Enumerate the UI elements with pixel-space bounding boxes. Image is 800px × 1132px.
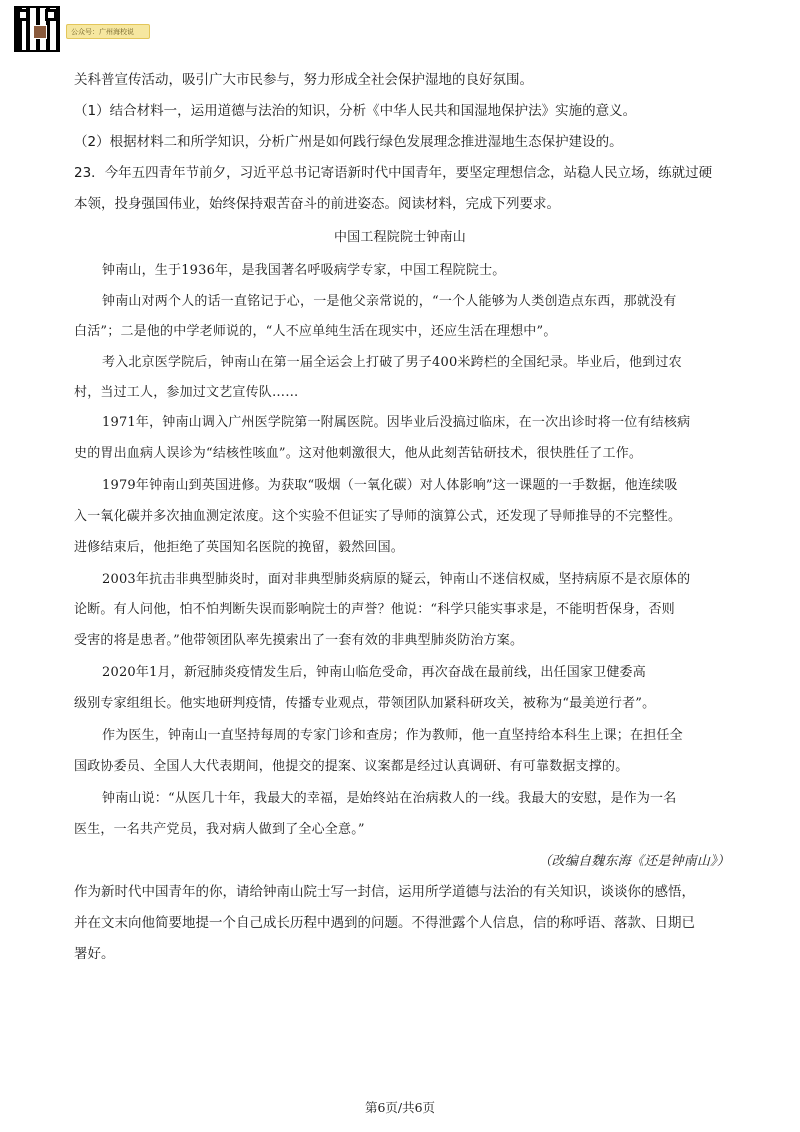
article-line: 1979年钟南山到英国进修。为获取“吸烟（一氧化碳）对人体影响”这一课题的一手数据，他连续吸 bbox=[102, 478, 678, 493]
article-line: 级别专家组组长。他实地研判疫情，传播专业观点，带领团队加紧科研攻关，被称为“最美逆行者”。 bbox=[74, 696, 656, 711]
question-23-line-1: 23．今年五四青年节前夕，习近平总书记寄语新时代中国青年，要坚定理想信念，站稳人民立场，练就过硬 bbox=[74, 165, 713, 181]
article-line: 2020年1月，新冠肺炎疫情发生后，钟南山临危受命，再次奋战在最前线，出任国家卫健委高 bbox=[102, 665, 646, 680]
article-line: 钟南山说：“从医几十年，我最大的幸福，是始终站在治病救人的一线。我最大的安慰，是作为一名 bbox=[102, 791, 677, 806]
task-line-2: 并在文末向他简要地提一个自己成长历程中遇到的问题。不得泄露个人信息，信的称呼语、落款、日期已 bbox=[74, 915, 695, 931]
article-line: 医生，一名共产党员，我对病人做到了全心全意。” bbox=[74, 822, 365, 837]
article-line: 论断。有人问他，怕不怕判断失误而影响院士的声誉？他说：“科学只能实事求是，不能明哲保身，否则 bbox=[74, 602, 675, 617]
article-line: 考入北京医学院后，钟南山在第一届全运会上打破了男子400米跨栏的全国纪录。毕业后，他到过农 bbox=[102, 355, 682, 370]
task-line-3: 署好。 bbox=[74, 946, 115, 962]
article-line: 钟南山对两个人的话一直铭记于心，一是他父亲常说的，“一个人能够为人类创造点东西，那就没有 bbox=[102, 294, 677, 309]
qr-code-icon bbox=[14, 6, 60, 52]
page-number: 第6页/共6页 bbox=[364, 1100, 436, 1115]
article-line: 进修结束后，他拒绝了英国知名医院的挽留，毅然回国。 bbox=[74, 540, 405, 555]
question-1: （1）结合材料一，运用道德与法治的知识，分析《中华人民共和国湿地保护法》实施的意义。 bbox=[74, 103, 637, 119]
task-line-1: 作为新时代中国青年的你，请给钟南山院士写一封信，运用所学道德与法治的有关知识，谈谈你的感悟， bbox=[74, 884, 695, 900]
article-line: 作为医生，钟南山一直坚持每周的专家门诊和查房；作为教师，他一直坚持给本科生上课；在担任全 bbox=[102, 728, 683, 743]
article-line: 1971年，钟南山调入广州医学院第一附属医院。因毕业后没搞过临床，在一次出诊时将一位有结核病 bbox=[102, 415, 691, 430]
article-line: 白活”；二是他的中学老师说的，“人不应单纯生活在现实中，还应生活在理想中”。 bbox=[74, 324, 557, 339]
article-line: 钟南山，生于1936年，是我国著名呼吸病学专家，中国工程院院士。 bbox=[102, 263, 506, 278]
article-line: 入一氧化碳并多次抽血测定浓度。这个实验不但证实了导师的演算公式，还发现了导师推导的不完整性。 bbox=[74, 509, 682, 524]
article-line: 2003年抗击非典型肺炎时，面对非典型肺炎病原的疑云，钟南山不迷信权威，坚持病原不是衣原体的 bbox=[102, 572, 691, 587]
question-line-top: 关科普宣传活动，吸引广大市民参与，努力形成全社会保护湿地的良好氛围。 bbox=[74, 72, 533, 88]
account-badge: 公众号：广州海校说 bbox=[66, 24, 150, 39]
article-line: 史的胃出血病人误诊为“结核性咳血”。这对他刺激很大，他从此刻苦钻研技术，很快胜任了工作。 bbox=[74, 446, 643, 461]
question-2: （2）根据材料二和所学知识，分析广州是如何践行绿色发展理念推进湿地生态保护建设的。 bbox=[74, 134, 623, 150]
article-title: 中国工程院院士钟南山 bbox=[333, 230, 466, 245]
article-line: 村，当过工人，参加过文艺宣传队…… bbox=[74, 385, 299, 400]
article-source: （改编自魏东海《还是钟南山》） bbox=[538, 854, 730, 869]
question-23-line-2: 本领，投身强国伟业，始终保持艰苦奋斗的前进姿态。阅读材料，完成下列要求。 bbox=[74, 196, 560, 212]
article-line: 受害的将是患者。”他带领团队率先摸索出了一套有效的非典型肺炎防治方案。 bbox=[74, 633, 524, 648]
avatar bbox=[33, 25, 47, 39]
article-line: 国政协委员、全国人大代表期间，他提交的提案、议案都是经过认真调研、有可靠数据支撑的。 bbox=[74, 759, 629, 774]
